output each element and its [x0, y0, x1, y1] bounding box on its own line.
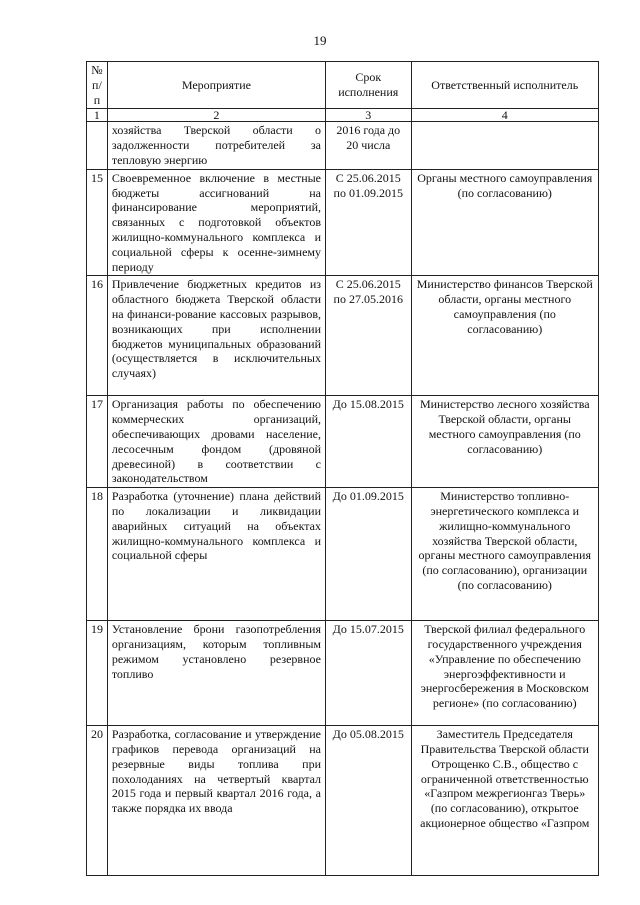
row-deadline: 2016 года до 20 числа	[326, 122, 412, 169]
row-activity: Своевременное включение в местные бюджеты ассигнований на финансирование мероприятий, связанных с подготовкой объектов жилищно-коммунального комплекса и социальной сферы к осенне-зимнему периоду	[107, 169, 325, 276]
row-deadline: До 05.08.2015	[326, 726, 412, 876]
table-row	[87, 122, 599, 169]
row-number: 16	[87, 276, 108, 396]
row-number: 15	[87, 169, 108, 276]
row-activity: Разработка, согласование и утверждение графиков перевода организаций на резервные виды топлива при похолоданиях на четвертый квартал 2015 года и первый квартал 2016 года, а также порядка их ввода	[107, 726, 325, 876]
table-row	[87, 396, 599, 488]
row-number: 17	[87, 396, 108, 488]
row-deadline: С 25.06.2015 по 27.05.2016	[326, 276, 412, 396]
page-number: 19	[313, 33, 327, 48]
column-number: 4	[411, 109, 598, 122]
row-activity: Установление брони газопотребления организациям, которым топливным режимом установлено резервное топливо	[107, 621, 325, 726]
row-executor: Тверской филиал федерального государственного учреждения «Управление по обеспечению энергоэффективности и энергосбережения в Московском регионе» (по согласованию)	[411, 621, 598, 726]
measures-table	[86, 61, 599, 876]
table-row	[87, 169, 599, 276]
row-number: 20	[87, 726, 108, 876]
table-row	[87, 488, 599, 621]
row-number	[87, 122, 108, 169]
header-deadline: Срок исполнения	[326, 62, 412, 109]
row-deadline: До 01.09.2015	[326, 488, 412, 621]
header-row	[87, 62, 599, 109]
row-executor: Министерство топливно-энергетического комплекса и жилищно-коммунального хозяйства Тверской области, органы местного самоуправления (по согласованию), организации (по согласованию)	[411, 488, 598, 621]
row-deadline: До 15.07.2015	[326, 621, 412, 726]
header-num: № п/п	[87, 62, 108, 109]
row-executor: Органы местного самоуправления (по согласованию)	[411, 169, 598, 276]
table-row	[87, 276, 599, 396]
table-row	[87, 726, 599, 876]
column-number: 3	[326, 109, 412, 122]
header-activity: Мероприятие	[107, 62, 325, 109]
row-executor: Заместитель Председателя Правительства Тверской области Отрощенко С.В., общество с ограниченной ответственностью «Газпром межрегионгаз Тверь» (по согласованию), открытое акционерное общество «Газпром	[411, 726, 598, 876]
column-number: 1	[87, 109, 108, 122]
row-activity: Привлечение бюджетных кредитов из областного бюджета Тверской области на финанси-рование кассовых разрывов, возникающих при исполнении бюджетов муниципальных образований (осуществляется в исключительных случаях)	[107, 276, 325, 396]
row-activity: Разработка (уточнение) плана действий по локализации и ликвидации аварийных ситуаций на объектах жилищно-коммунального комплекса и социальной сферы	[107, 488, 325, 621]
column-number-row	[87, 109, 599, 122]
row-activity: хозяйства Тверской области о задолженности потребителей за тепловую энергию	[107, 122, 325, 169]
row-deadline: До 15.08.2015	[326, 396, 412, 488]
header-executor: Ответственный исполнитель	[411, 62, 598, 109]
row-executor	[411, 122, 598, 169]
row-activity: Организация работы по обеспечению коммерческих организаций, обеспечивающих дровами население, лесосечным фондом (дровяной древесиной) в соответствии с законодательством	[107, 396, 325, 488]
row-executor: Министерство финансов Тверской области, органы местного самоуправления (по согласованию)	[411, 276, 598, 396]
column-number: 2	[107, 109, 325, 122]
row-deadline: С 25.06.2015 по 01.09.2015	[326, 169, 412, 276]
table-row	[87, 621, 599, 726]
row-number: 19	[87, 621, 108, 726]
row-number: 18	[87, 488, 108, 621]
row-executor: Министерство лесного хозяйства Тверской области, органы местного самоуправления (по согласованию)	[411, 396, 598, 488]
